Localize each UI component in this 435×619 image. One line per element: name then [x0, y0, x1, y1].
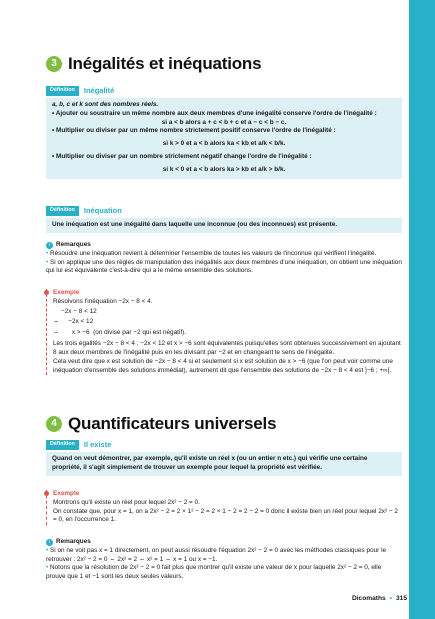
example-line: −2x − 8 < 12 [61, 307, 97, 315]
def-text: Quand on veut démontrer, par exemple, qu'il existe un réel x (ou un entier n etc.) qui vérifie une certaine propriété, il s'agit simplement de trouver un exemple pour lequel la propriété est vérifiée. [52, 455, 368, 471]
bullet-icon: • [46, 564, 51, 572]
example-line: Cela veut dire que x est solution de −2x − 8 < 4 si et seulement si x est solution de x > −6 (que l'on peut voir comme une inéquation d'ensemble des solutions immédiat), autrement dit que l'ensemble des solutions de −2x − 8 < 4 est ]−6 ; +∞[. [53, 357, 393, 374]
example-line: ⇔ x > −6 (on divise par −2 qui est négatif). [53, 329, 187, 337]
remarks-section-4 [46, 538, 402, 582]
bullet-icon: • [46, 546, 51, 554]
def-rule: • Ajouter ou soustraire un même nombre aux deux membres d'une inégalité conserve l'ordre de l'inégalité : [52, 109, 377, 117]
example-line: Montrons qu'il existe un réel pour lequel 2x² − 2 = 0. [53, 498, 200, 506]
example-line: ⇔ −2x < 12 [53, 318, 94, 326]
def-text: Une inéquation est une inégalité dans laquelle une inconnue (ou des inconnues) est présente. [52, 221, 338, 228]
example-marker-icon [44, 491, 49, 496]
definition-il-existe-box [46, 452, 402, 476]
remarks-section-3 [46, 241, 402, 276]
example-line: Les trois égalités −2x − 8 < 4 ; −2x < 12 et x > −6 sont équivalentes puisqu'elles sont obtenues successivement en ajoutant 8 aux deux membres de l'inégalité puis en les divisant par −2 et en changeant le sens de l'inégalité. [53, 340, 401, 356]
remark-item: • Résoudre une inéquation revient à déterminer l'ensemble de toutes les valeurs de l'inconnue qui vérifient l'inégalité. [46, 249, 377, 257]
definition-inequation-box [46, 218, 402, 233]
definition-title: Inéquation [83, 206, 122, 215]
definition-tag: Définition [46, 206, 79, 215]
example-line: Résolvons l'inéquation −2x − 8 < 4. [53, 297, 153, 305]
page-edge-band [409, 0, 435, 619]
definition-title: Inégalité [83, 86, 115, 95]
section-4-header [46, 412, 402, 435]
bullet-icon: • [46, 249, 51, 257]
arrow-icon: › [46, 539, 53, 546]
def-formula: si a < b alors a + c < b + c et a − c < b − c. [161, 118, 287, 126]
definition-tag: Définition [46, 86, 79, 95]
definition-inequation-header [46, 206, 402, 216]
def-formula: si k < 0 et a < b alors ka > kb et a/k > b/k. [162, 165, 286, 173]
definition-il-existe-header [46, 440, 402, 450]
example-title: Exemple [53, 490, 80, 497]
example-title: Exemple [53, 289, 80, 296]
example-line: On constate que, pour x = 1, on a 2x² − 2 = 2 × 1² − 2 = 2 × 1 − 2 = 2 − 2 = 0 donc il existe bien un réel pour lequel 2x² − 2 = 0, en l'occurrence 1. [53, 507, 398, 524]
section-number: 4 [46, 416, 62, 432]
section-number: 3 [46, 56, 62, 72]
section-title: Quantificateurs universels [68, 414, 277, 433]
remark-item: • Si on ne voit pas x = 1 directement, on peut aussi résoudre l'équation 2x² − 2 = 0 avec les méthodes classiques pour le retrouver : 2x² − 2 = 0 ⇔ 2x² = 2 ⇔ x² = 1 ⇔ x = 1 ou x = −1. [46, 546, 387, 563]
definition-inegalite-header [46, 86, 402, 96]
remarks-title: Remarques [56, 538, 91, 545]
def-formula: si k > 0 et a < b alors ka < kb et a/k < b/k. [162, 140, 286, 148]
remark-item: • Si on applique une des règles de manipulation des inégalités aux deux membres d'une inéquation, on obtient une inéquation qui lui est équivalente c'est-à-dire qui a le même ensemble des solutions. [46, 258, 402, 275]
def-text: a, b, c et k sont des nombres réels. [52, 101, 159, 108]
remarks-header [46, 241, 402, 250]
page-footer [352, 594, 407, 603]
section-3-header [46, 52, 402, 75]
example-section-3 [46, 289, 402, 375]
definition-inegalite-box [46, 98, 402, 179]
remarks-header [46, 538, 402, 547]
def-rule: • Multiplier ou diviser par un même nombre strictement positif conserve l'ordre de l'inégalité : [52, 127, 336, 135]
page-number: 315 [395, 595, 407, 602]
def-rule: • Multiplier ou diviser par un nombre strictement négatif change l'ordre de l'inégalité : [52, 153, 312, 161]
remark-item: • Notons que la résolution de 2x² − 2 = 0 fait plus que montrer qu'il existe une valeur de x pour laquelle 2x² − 2 = 0, elle prouve que 1 et −1 sont les deux seules valeurs. [46, 564, 382, 581]
section-title: Inégalités et inéquations [68, 54, 262, 73]
footer-brand: Dicomaths [351, 595, 386, 602]
example-marker-icon [44, 290, 49, 295]
definition-title: Il existe [83, 440, 112, 449]
remarks-title: Remarques [56, 241, 91, 248]
definition-tag: Définition [46, 440, 79, 449]
arrow-icon: › [46, 242, 53, 249]
bullet-icon: • [46, 258, 51, 266]
bullet-icon: • [389, 595, 392, 602]
example-section-4 [46, 490, 402, 525]
